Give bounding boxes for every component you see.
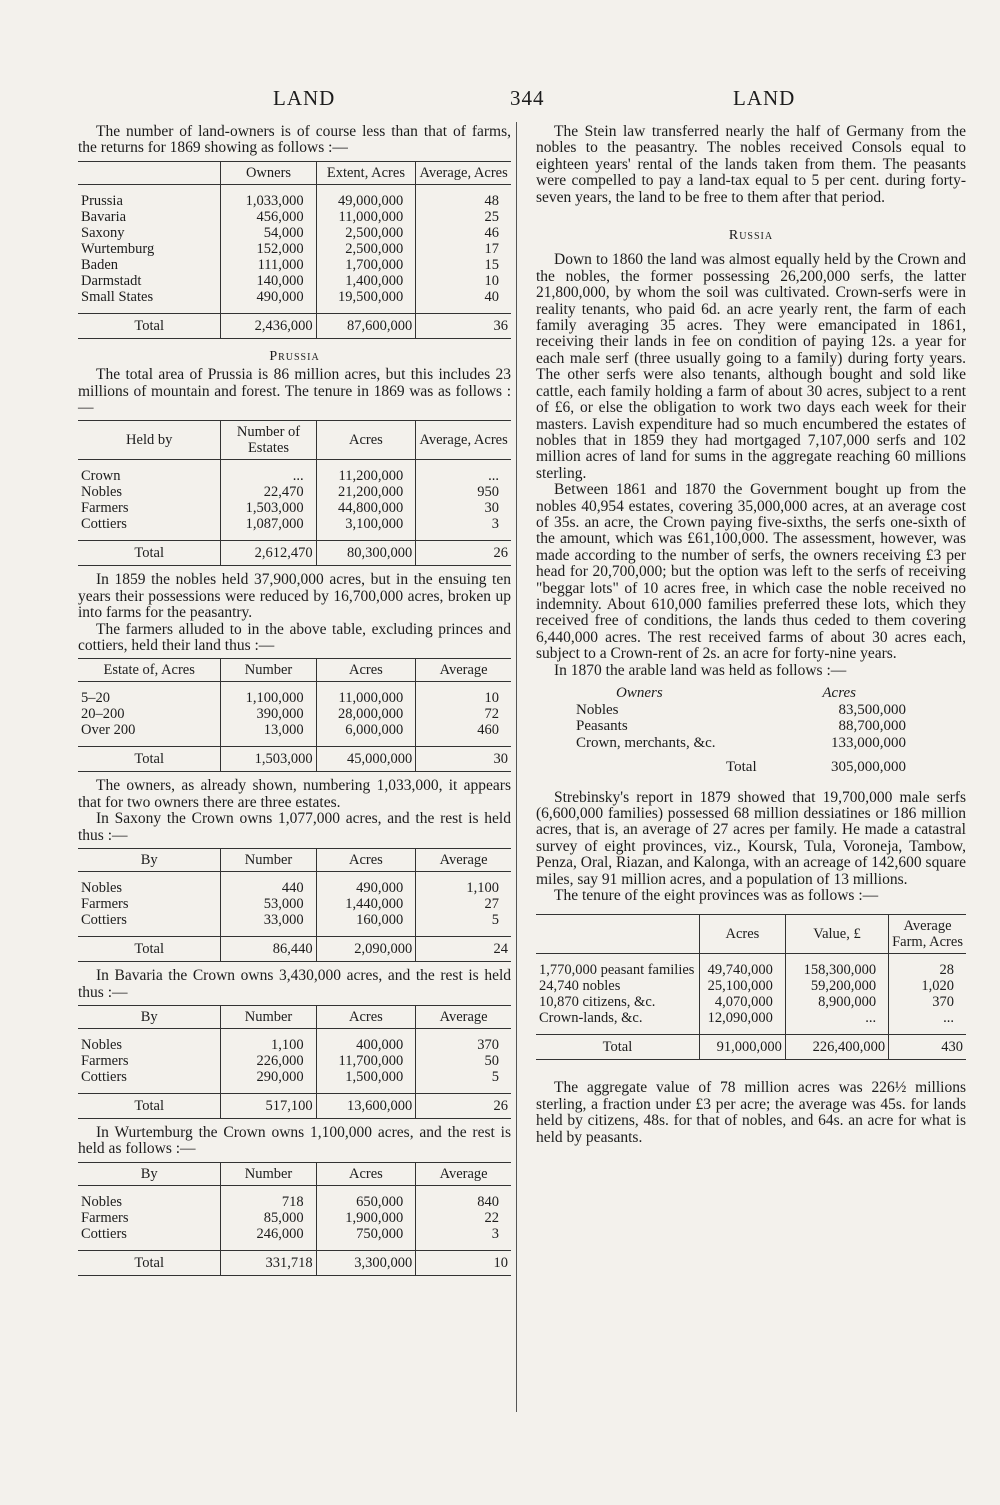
column-header: Value, £ bbox=[785, 915, 888, 954]
column-header: Acres bbox=[316, 849, 416, 872]
bavaria-table bbox=[78, 1005, 511, 1119]
total-cell: 91,000,000 bbox=[699, 1035, 785, 1060]
paragraph: The farmers alluded to in the above table, excluding princes and cottiers, held their land thus :— bbox=[78, 620, 511, 655]
table-row bbox=[78, 241, 511, 257]
table-cell: 1,500,000 bbox=[316, 1069, 416, 1085]
table-cell: 72 bbox=[416, 706, 511, 722]
section-heading-prussia: Prussia bbox=[269, 348, 320, 364]
column-header: Extent, Acres bbox=[316, 161, 416, 184]
row-label: 10,870 citizens, &c. bbox=[539, 994, 656, 1011]
table-row bbox=[78, 880, 511, 896]
table-cell: 226,000 bbox=[221, 1053, 316, 1069]
total-label: Total bbox=[78, 541, 221, 566]
farmers-estates-table bbox=[78, 658, 511, 772]
row-label: Farmers bbox=[81, 500, 129, 517]
row-label: Prussia bbox=[81, 192, 123, 209]
row-label: Cottiers bbox=[81, 516, 127, 533]
row-label: Saxony bbox=[81, 224, 125, 241]
total-cell: 2,090,000 bbox=[316, 937, 416, 962]
table-cell: 840 bbox=[416, 1194, 511, 1210]
row-label: Nobles bbox=[81, 880, 123, 897]
paragraph: Down to 1860 the land was almost equally held by the Crown and the nobles, the former possessing 26,200,000 serfs, the latter 21,800,000, by whom the soil was cultivated. Crown-serfs were in reality tenants, who paid 6d. an acre yearly rent, the farm of each family averaging 35 acres. They were emancipated in 1861, receiving their lands in fee on condition of paying 12s. a year for each male serf (three usually going to a family) during forty years. The other serfs were also tenants, although bought and sold like cattle, each family holding a farm of about 30 acres, subject to a rent of £6, or else the obligation to work two days each week for their masters. Lavish expenditure had so much encumbered the estates of nobles that in 1859 they had mortgaged 7,107,000 serfs and 102 million acres of land for sums in the aggregate reaching 60 millions sterling. bbox=[536, 251, 966, 482]
table-row bbox=[78, 690, 511, 706]
column-header bbox=[78, 161, 221, 184]
table-cell: 1,033,000 bbox=[221, 193, 316, 209]
table-cell: 440 bbox=[221, 880, 316, 896]
column-header bbox=[536, 915, 699, 954]
total-cell: 1,503,000 bbox=[221, 747, 316, 772]
column-header: Owners bbox=[221, 161, 316, 184]
list-value: 133,000,000 bbox=[831, 734, 906, 751]
table-row bbox=[78, 193, 511, 209]
table-row bbox=[78, 468, 511, 484]
table-cell: 158,300,000 bbox=[785, 962, 888, 978]
table-cell: 400,000 bbox=[316, 1037, 416, 1053]
table-row bbox=[536, 978, 966, 994]
table-cell: 140,000 bbox=[221, 273, 316, 289]
table-cell: 40 bbox=[416, 289, 511, 305]
table-cell: 11,200,000 bbox=[316, 468, 416, 484]
list-total-label: Total bbox=[726, 759, 757, 775]
wurtemburg-table bbox=[78, 1162, 511, 1276]
table-cell: 8,900,000 bbox=[785, 994, 888, 1010]
table-cell: 370 bbox=[889, 994, 966, 1010]
total-row bbox=[78, 541, 511, 566]
table-cell: 11,000,000 bbox=[316, 209, 416, 225]
table-cell: 27 bbox=[416, 896, 511, 912]
row-label: Farmers bbox=[81, 1209, 129, 1226]
total-cell: 13,600,000 bbox=[316, 1093, 416, 1118]
row-label: Bavaria bbox=[81, 208, 127, 225]
total-cell: 87,600,000 bbox=[316, 313, 416, 338]
table-cell: 10 bbox=[416, 690, 511, 706]
paragraph: The total area of Prussia is 86 million acres, but this includes 23 millions of mountain and forest. The tenure in 1869 was as follows :— bbox=[78, 366, 511, 417]
paragraph: In 1859 the nobles held 37,900,000 acres, but in the ensuing ten years their possessions were reduced by 16,700,000 acres, broken up into farms for the peasantry. bbox=[78, 571, 511, 622]
paragraph: The aggregate value of 78 million acres was 226½ millions sterling, a fraction under £3 per acre; the average was 45s. for lands held by citizens, 48s. for that of nobles, and 64s. an acre for what is held by peasants. bbox=[536, 1079, 966, 1146]
table-cell: 85,000 bbox=[221, 1210, 316, 1226]
arable-land-1870-list bbox=[576, 685, 966, 776]
table-cell: 2,500,000 bbox=[316, 225, 416, 241]
table-row bbox=[78, 706, 511, 722]
total-cell: 36 bbox=[416, 313, 511, 338]
total-label: Total bbox=[536, 1035, 699, 1060]
table-cell: 370 bbox=[416, 1037, 511, 1053]
table-row bbox=[78, 1069, 511, 1085]
paragraph: The number of land-owners is of course less than that of farms, the returns for 1869 showing as follows :— bbox=[78, 123, 511, 157]
column-header: Number bbox=[221, 1162, 316, 1185]
total-cell: 226,400,000 bbox=[785, 1035, 888, 1060]
total-row bbox=[78, 1093, 511, 1118]
column-header: Average bbox=[416, 659, 511, 682]
table-cell: 46 bbox=[416, 225, 511, 241]
table-row bbox=[78, 257, 511, 273]
saxony-table bbox=[78, 848, 511, 962]
total-row bbox=[78, 1250, 511, 1275]
table-cell: 750,000 bbox=[316, 1226, 416, 1242]
row-label: 5–20 bbox=[81, 690, 110, 707]
table-cell: 490,000 bbox=[221, 289, 316, 305]
table-row bbox=[78, 1226, 511, 1242]
column-header: Estate of, Acres bbox=[78, 659, 221, 682]
total-label: Total bbox=[78, 1250, 221, 1275]
table-row bbox=[78, 209, 511, 225]
paragraph: In Bavaria the Crown owns 3,430,000 acres, and the rest is held thus :— bbox=[78, 967, 511, 1001]
table-cell: 25,100,000 bbox=[699, 978, 785, 994]
table-cell: 1,700,000 bbox=[316, 257, 416, 273]
row-label: Crown-lands, &c. bbox=[539, 1010, 643, 1027]
column-header: Average, Acres bbox=[416, 421, 511, 460]
table-cell: 290,000 bbox=[221, 1069, 316, 1085]
table-row bbox=[78, 1210, 511, 1226]
table-row bbox=[78, 1037, 511, 1053]
table-cell: 5 bbox=[416, 912, 511, 928]
table-cell: 718 bbox=[221, 1194, 316, 1210]
total-cell: 86,440 bbox=[221, 937, 316, 962]
table-row bbox=[78, 289, 511, 305]
table-cell: 30 bbox=[416, 500, 511, 516]
table-cell: 50 bbox=[416, 1053, 511, 1069]
total-cell: 331,718 bbox=[221, 1250, 316, 1275]
table-row bbox=[536, 1010, 966, 1026]
table-cell: 44,800,000 bbox=[316, 500, 416, 516]
column-header: Acres bbox=[316, 1005, 416, 1028]
table-cell: 13,000 bbox=[221, 722, 316, 738]
owners-1869-table bbox=[78, 161, 511, 339]
row-label: Small States bbox=[81, 288, 154, 305]
column-header: Average Farm, Acres bbox=[889, 915, 966, 954]
acres-heading: Acres bbox=[822, 685, 856, 701]
table-cell: 17 bbox=[416, 241, 511, 257]
table-cell: 11,700,000 bbox=[316, 1053, 416, 1069]
column-header: Acres bbox=[316, 1162, 416, 1185]
table-cell: 650,000 bbox=[316, 1194, 416, 1210]
row-label: Baden bbox=[81, 256, 119, 273]
row-label: Farmers bbox=[81, 1052, 129, 1069]
page-number: 344 bbox=[510, 86, 545, 110]
table-cell: 950 bbox=[416, 484, 511, 500]
total-label: Total bbox=[78, 937, 221, 962]
table-cell: ... bbox=[785, 1010, 888, 1026]
table-cell: 1,100 bbox=[416, 880, 511, 896]
running-head-right: LAND bbox=[733, 86, 796, 110]
table-cell: 22,470 bbox=[221, 484, 316, 500]
paragraph: Between 1861 and 1870 the Government bought up from the nobles 40,954 estates, covering 35,000,000 acres, at an average cost of 35s. an acre, the Crown paying five-sixths, the serfs one-sixth of the amount, which was £61,100,000. The assessment, however, was made according to the number of serfs, the owners receiving £3 per head for 20,700,000; but the option was left to the serfs of receiving "beggar lots" of 10 acres free, in which case the noble received no indemnity. About 610,000 families preferred these lots, which they received free of conditions, the lands thus ceded to them covering 6,440,000 acres. The rest received farms of about 30 acres each, subject to a Crown-rent of 2s. an acre for forty-nine years. bbox=[536, 481, 966, 663]
table-cell: 160,000 bbox=[316, 912, 416, 928]
table-row bbox=[536, 994, 966, 1010]
table-row bbox=[536, 962, 966, 978]
list-total-value: 305,000,000 bbox=[831, 759, 906, 775]
table-cell: 1,020 bbox=[889, 978, 966, 994]
table-cell: 19,500,000 bbox=[316, 289, 416, 305]
table-cell: 5 bbox=[416, 1069, 511, 1085]
table-row bbox=[78, 912, 511, 928]
total-cell: 2,612,470 bbox=[221, 541, 316, 566]
paragraph: In Saxony the Crown owns 1,077,000 acres, and the rest is held thus :— bbox=[78, 810, 511, 844]
table-cell: 1,100 bbox=[221, 1037, 316, 1053]
row-label: Cottiers bbox=[81, 1068, 127, 1085]
owners-heading: Owners bbox=[616, 685, 663, 701]
table-cell: 6,000,000 bbox=[316, 722, 416, 738]
eight-provinces-table bbox=[536, 914, 966, 1060]
paragraph: Strebinsky's report in 1879 showed that 19,700,000 male serfs (6,600,000 families) possessed 68 million dessiatines or 186 million acres, that is, an average of 27 acres per family. He made a catastral survey of eight provinces, viz., Koursk, Tula, Voroneja, Tambow, Penza, Oral, Riazan, and Kalonga, with an acreage of 142,600 square miles, say 91 million acres, and a population of 13 millions. bbox=[536, 788, 966, 888]
total-row bbox=[78, 747, 511, 772]
total-cell: 2,436,000 bbox=[221, 313, 316, 338]
paragraph: The Stein law transferred nearly the half of Germany from the nobles to the peasantry. The nobles received Consols equal to eighteen years' rental of the lands taken from them. The peasants were compelled to pay a land-tax equal to 5 per cent. during forty-seven years, the land to be free to them after that period. bbox=[536, 123, 966, 206]
table-cell: 152,000 bbox=[221, 241, 316, 257]
total-cell: 80,300,000 bbox=[316, 541, 416, 566]
table-cell: 25 bbox=[416, 209, 511, 225]
column-header: Acres bbox=[316, 659, 416, 682]
column-rule bbox=[516, 122, 517, 1412]
right-column bbox=[536, 124, 966, 1146]
table-cell: 3 bbox=[416, 1226, 511, 1242]
paragraph: In 1870 the arable land was held as follows :— bbox=[554, 661, 847, 679]
column-header: By bbox=[78, 1005, 221, 1028]
total-cell: 26 bbox=[416, 1093, 511, 1118]
section-heading-russia: Russia bbox=[728, 228, 774, 244]
table-cell: 390,000 bbox=[221, 706, 316, 722]
table-cell: 1,440,000 bbox=[316, 896, 416, 912]
column-header: Average bbox=[416, 849, 511, 872]
total-cell: 30 bbox=[416, 747, 511, 772]
running-head-left: LAND bbox=[273, 86, 336, 110]
table-row bbox=[78, 225, 511, 241]
table-cell: 28,000,000 bbox=[316, 706, 416, 722]
column-header: Average bbox=[416, 1162, 511, 1185]
row-label: Cottiers bbox=[81, 1225, 127, 1242]
table-cell: 53,000 bbox=[221, 896, 316, 912]
table-cell: ... bbox=[889, 1010, 966, 1026]
paragraph: In Wurtemburg the Crown owns 1,100,000 acres, and the rest is held as follows :— bbox=[78, 1123, 511, 1158]
table-cell: 49,000,000 bbox=[316, 193, 416, 209]
row-label: Nobles bbox=[81, 484, 123, 501]
row-label: Cottiers bbox=[81, 912, 127, 929]
row-label: Nobles bbox=[81, 1036, 123, 1053]
total-cell: 430 bbox=[889, 1035, 966, 1060]
table-cell: 1,100,000 bbox=[221, 690, 316, 706]
table-cell: 33,000 bbox=[221, 912, 316, 928]
table-cell: 1,400,000 bbox=[316, 273, 416, 289]
column-header: By bbox=[78, 1162, 221, 1185]
total-row bbox=[78, 313, 511, 338]
table-cell: 456,000 bbox=[221, 209, 316, 225]
table-cell: 21,200,000 bbox=[316, 484, 416, 500]
table-cell: 22 bbox=[416, 1210, 511, 1226]
table-row bbox=[78, 516, 511, 532]
paragraph: The tenure of the eight provinces was as follows :— bbox=[554, 886, 879, 904]
row-label: 24,740 nobles bbox=[539, 978, 621, 995]
table-cell: 1,900,000 bbox=[316, 1210, 416, 1226]
total-row bbox=[78, 937, 511, 962]
table-cell: 10 bbox=[416, 273, 511, 289]
table-row bbox=[78, 484, 511, 500]
table-cell: 54,000 bbox=[221, 225, 316, 241]
table-cell: 490,000 bbox=[316, 880, 416, 896]
column-header: Average, Acres bbox=[416, 161, 511, 184]
table-cell: 460 bbox=[416, 722, 511, 738]
column-header: Acres bbox=[699, 915, 785, 954]
table-cell: 11,000,000 bbox=[316, 690, 416, 706]
row-label: Crown bbox=[81, 468, 121, 485]
table-cell: 246,000 bbox=[221, 1226, 316, 1242]
column-header: Number of Estates bbox=[221, 421, 316, 460]
table-row bbox=[78, 896, 511, 912]
prussia-tenure-table bbox=[78, 420, 511, 566]
table-cell: 1,503,000 bbox=[221, 500, 316, 516]
total-row bbox=[536, 1035, 966, 1060]
column-header: Number bbox=[221, 849, 316, 872]
table-row bbox=[78, 1053, 511, 1069]
row-label: Wurtemburg bbox=[81, 240, 155, 257]
total-cell: 10 bbox=[416, 1250, 511, 1275]
row-label: 20–200 bbox=[81, 706, 125, 723]
table-row bbox=[78, 722, 511, 738]
table-cell: 48 bbox=[416, 193, 511, 209]
total-cell: 24 bbox=[416, 937, 511, 962]
row-label: Over 200 bbox=[81, 722, 136, 739]
table-cell: ... bbox=[221, 468, 316, 484]
column-header: Held by bbox=[78, 421, 221, 460]
total-label: Total bbox=[78, 747, 221, 772]
table-cell: 28 bbox=[889, 962, 966, 978]
total-cell: 517,100 bbox=[221, 1093, 316, 1118]
total-cell: 45,000,000 bbox=[316, 747, 416, 772]
total-label: Total bbox=[78, 313, 221, 338]
table-cell: 4,070,000 bbox=[699, 994, 785, 1010]
table-cell: 3 bbox=[416, 516, 511, 532]
list-item: Crown, merchants, &c. bbox=[576, 734, 716, 751]
list-value: 83,500,000 bbox=[838, 701, 906, 718]
table-cell: 1,087,000 bbox=[221, 516, 316, 532]
paragraph: The owners, as already shown, numbering 1,033,000, it appears that for two owners there are three estates. bbox=[78, 777, 511, 811]
row-label: 1,770,000 peasant families bbox=[539, 962, 695, 979]
table-row bbox=[78, 1194, 511, 1210]
table-cell: ... bbox=[416, 468, 511, 484]
left-column bbox=[78, 124, 511, 1282]
table-row bbox=[78, 273, 511, 289]
table-cell: 2,500,000 bbox=[316, 241, 416, 257]
list-item: Peasants bbox=[576, 718, 628, 734]
table-row bbox=[78, 500, 511, 516]
table-cell: 49,740,000 bbox=[699, 962, 785, 978]
table-cell: 15 bbox=[416, 257, 511, 273]
column-header: Average bbox=[416, 1005, 511, 1028]
row-label: Darmstadt bbox=[81, 272, 142, 289]
column-header: By bbox=[78, 849, 221, 872]
total-label: Total bbox=[78, 1093, 221, 1118]
column-header: Acres bbox=[316, 421, 416, 460]
column-header: Number bbox=[221, 1005, 316, 1028]
table-cell: 3,100,000 bbox=[316, 516, 416, 532]
row-label: Nobles bbox=[81, 1193, 123, 1210]
table-cell: 12,090,000 bbox=[699, 1010, 785, 1026]
column-header: Number bbox=[221, 659, 316, 682]
total-cell: 26 bbox=[416, 541, 511, 566]
table-cell: 59,200,000 bbox=[785, 978, 888, 994]
row-label: Farmers bbox=[81, 896, 129, 913]
list-item: Nobles bbox=[576, 701, 619, 718]
table-cell: 111,000 bbox=[221, 257, 316, 273]
list-value: 88,700,000 bbox=[838, 718, 906, 734]
total-cell: 3,300,000 bbox=[316, 1250, 416, 1275]
